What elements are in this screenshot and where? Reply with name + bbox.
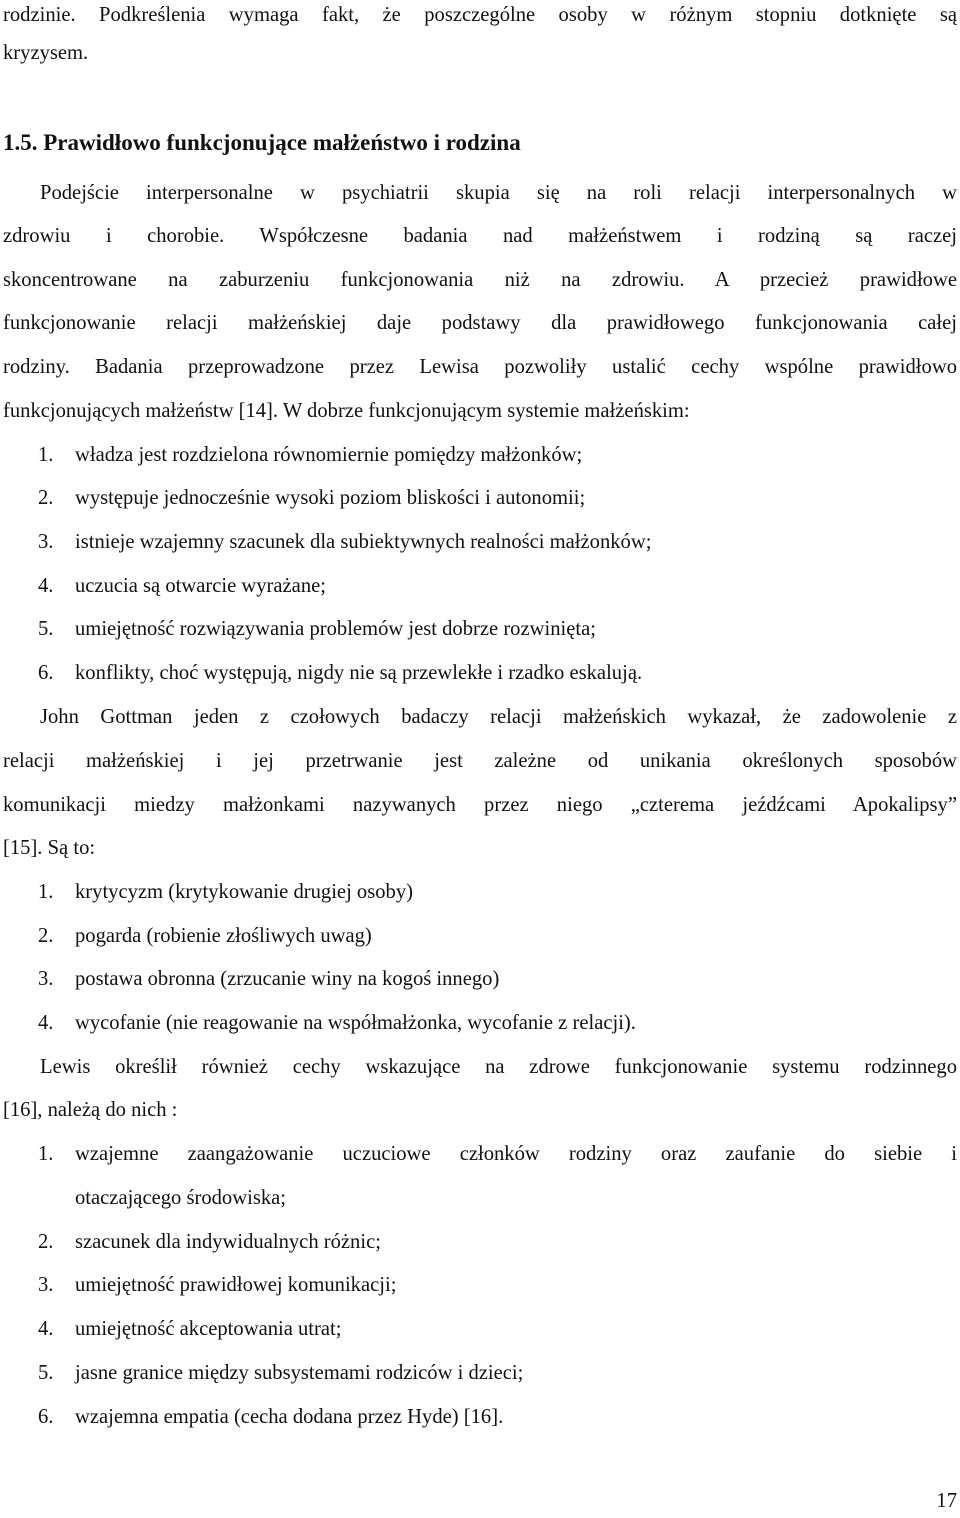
- list-item-text: pogarda (robienie złośliwych uwag): [75, 925, 372, 947]
- list-item-text: wzajemna empatia (cecha dodana przez Hyde) [16].: [75, 1406, 504, 1428]
- list-item: [38, 1139, 957, 1169]
- list-item-number: 1.: [38, 444, 54, 466]
- paragraph1-line: skoncentrowane na zaburzeniu funkcjonowania niż na zdrowiu. A przecież prawidłowe: [3, 269, 957, 291]
- list-item-number: 3.: [38, 531, 54, 553]
- list-item: [38, 877, 957, 907]
- list-item-number: 2.: [38, 925, 54, 947]
- list-item: [38, 658, 957, 688]
- list-item-text: jasne granice między subsystemami rodziców i dzieci;: [75, 1362, 524, 1384]
- paragraph2-line: relacji małżeńskiej i jej przetrwanie jest zależne od unikania określonych sposobów: [3, 750, 957, 772]
- list-item-text: umiejętność akceptowania utrat;: [75, 1318, 342, 1340]
- list-item: [38, 483, 957, 513]
- list-item: [38, 1358, 957, 1388]
- list-item-text: postawa obronna (zrzucanie winy na kogoś innego): [75, 968, 500, 990]
- list-item-number: 4.: [38, 1318, 54, 1340]
- list-item: [38, 1314, 957, 1344]
- section-heading: 1.5. Prawidłowo funkcjonujące małżeństwo i rodzina: [3, 130, 521, 155]
- paragraph3-line: Lewis określił również cechy wskazujące na zdrowe funkcjonowanie systemu rodzinnego: [40, 1056, 957, 1078]
- list-item-text: władza jest rozdzielona równomiernie pomiędzy małżonków;: [75, 444, 583, 466]
- list-item: [38, 614, 957, 644]
- list-item: [38, 964, 957, 994]
- paragraph1-line: rodziny. Badania przeprowadzone przez Lewisa pozwoliły ustalić cechy wspólne prawidłowo: [3, 356, 957, 378]
- list-item-number: 4.: [38, 575, 54, 597]
- page-number: 17: [936, 1490, 957, 1512]
- list-item-text: umiejętność prawidłowej komunikacji;: [75, 1274, 397, 1296]
- list-item: [38, 440, 957, 470]
- paragraph1-line: funkcjonowanie relacji małżeńskiej daje podstawy dla prawidłowego funkcjonowania całej: [3, 312, 957, 334]
- list-item-number: 5.: [38, 1362, 54, 1384]
- paragraph1-line: funkcjonujących małżeństw [14]. W dobrze funkcjonującym systemie małżeńskim:: [3, 400, 690, 422]
- list-item-text: istnieje wzajemny szacunek dla subiektywnych realności małżonków;: [75, 531, 652, 553]
- list-item-number: 2.: [38, 487, 54, 509]
- list-item: [38, 571, 957, 601]
- list-item-number: 1.: [38, 881, 54, 903]
- paragraph2-line: [15]. Są to:: [3, 837, 96, 859]
- list-item-text: szacunek dla indywidualnych różnic;: [75, 1231, 381, 1253]
- list-item-text: wzajemne zaangażowanie uczuciowe członków rodziny oraz zaufanie do siebie i: [75, 1143, 957, 1165]
- list-item-text: krytycyzm (krytykowanie drugiej osoby): [75, 881, 413, 903]
- list-item-number: 5.: [38, 618, 54, 640]
- list-item-number: 1.: [38, 1143, 54, 1165]
- carryover-line-1: rodzinie. Podkreślenia wymaga fakt, że poszczególne osoby w różnym stopniu dotknięte są: [3, 4, 957, 26]
- paragraph1-line: zdrowiu i chorobie. Współczesne badania nad małżeństwem i rodziną są raczej: [3, 225, 957, 247]
- list-item: [38, 1008, 957, 1038]
- carryover-line-2: kryzysem.: [3, 42, 89, 64]
- paragraph1-line: Podejście interpersonalne w psychiatrii skupia się na roli relacji interpersonalnych w: [40, 182, 957, 204]
- list-item-text: konflikty, choć występują, nigdy nie są przewlekłe i rzadko eskalują.: [75, 662, 643, 684]
- list-item-text: wycofanie (nie reagowanie na współmałżonka, wycofanie z relacji).: [75, 1012, 636, 1034]
- paragraph3-line: [16], należą do nich :: [3, 1099, 178, 1121]
- list-item: [38, 1227, 957, 1257]
- paragraph2-line: John Gottman jeden z czołowych badaczy relacji małżeńskich wykazał, że zadowolenie z: [40, 706, 957, 728]
- list-item: [38, 1270, 957, 1300]
- list-item-number: 6.: [38, 662, 54, 684]
- list-item-text: umiejętność rozwiązywania problemów jest dobrze rozwinięta;: [75, 618, 596, 640]
- list-item: [38, 1402, 957, 1432]
- list-item-continuation: otaczającego środowiska;: [75, 1187, 286, 1209]
- list-item-text: uczucia są otwarcie wyrażane;: [75, 575, 326, 597]
- list-item-number: 3.: [38, 968, 54, 990]
- list-item-text: występuje jednocześnie wysoki poziom bliskości i autonomii;: [75, 487, 586, 509]
- list-item: [38, 921, 957, 951]
- list-item-number: 3.: [38, 1274, 54, 1296]
- list-item-number: 6.: [38, 1406, 54, 1428]
- paragraph2-line: komunikacji miedzy małżonkami nazywanych przez niego „czterema jeźdźcami Apokalipsy”: [3, 794, 957, 816]
- list-item-number: 2.: [38, 1231, 54, 1253]
- list-item-number: 4.: [38, 1012, 54, 1034]
- list-item: [38, 527, 957, 557]
